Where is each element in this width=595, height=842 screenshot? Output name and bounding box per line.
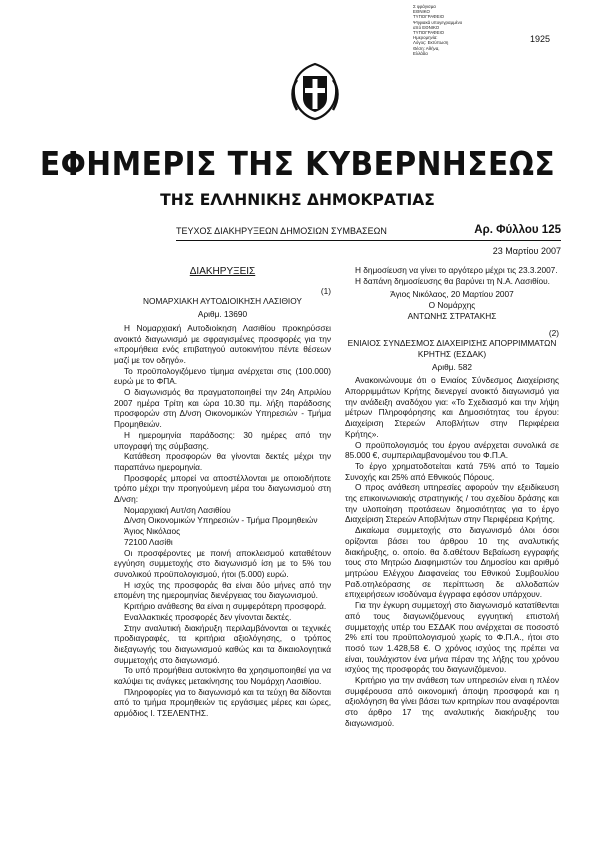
paragraph: Το υπό προμήθεια αυτοκίνητο θα χρησιμοποιηθεί για να καλύψει τις ανάγκες μετακίνησης του Νομάρχη Λασιθίου. (114, 665, 331, 687)
paragraph: Οι προσφέροντες με ποινή αποκλεισμού καταθέτουν εγγύηση συμμετοχής στο διαγωνισμό ίση με το 5% του συνολικού προϋπολογισμού, ήτοι (5.000) ευρώ. (114, 547, 331, 579)
place-date: Άγιος Νικόλαος, 20 Μαρτίου 2007 (390, 289, 514, 300)
stamp-line: Λόγος: Εκτύπωση (413, 40, 449, 46)
paragraph: Κατάθεση προσφορών θα γίνονται δεκτές μέχρι την παραπάνω ημερομηνία. (114, 451, 331, 472)
paragraph: Η ημερομηνία παράδοσης: 30 ημέρες από την υπογραφή της σύμβασης. (114, 429, 331, 451)
paragraph: Η ισχύς της προσφοράς θα είναι δύο μήνες από την επομένη της ημερομηνίας διενέργειας του διαγωνισμού. (114, 579, 331, 601)
stamp-line: Ψηφιακά υπογεγραμμένο (413, 19, 463, 25)
issue-number: Αρ. Φύλλου 125 (474, 224, 561, 236)
paragraph: Ο προς ανάθεση υπηρεσίες αφορούν την εξειδίκευση της επικοινωνιακής στρατηγικής / του σχεδίου δράσης και την υλοποίηση προτάσεων δημοσιότητας για το έργο Διαχείριση Στερεών Αποβλήτων στην Περιφέρεια Κρήτης. (345, 482, 559, 525)
issue-date: 23 Μαρτίου 2007 (492, 246, 561, 256)
issue-header (176, 226, 561, 241)
notice-authority: ΕΝΙΑΙΟΣ ΣΥΝΔΕΣΜΟΣ ΔΙΑΧΕΙΡΙΣΗΣ ΑΠΟΡΡΙΜΜΑΤΩΝ ΚΡΗΤΗΣ (ΕΣΔΑΚ) (347, 338, 557, 359)
stamp-line: Ελλάδα (413, 50, 428, 56)
stamp-line: από ΕΘΝΙΚΟ (413, 24, 440, 30)
digital-signature-stamp (413, 4, 493, 56)
paragraph: Ο διαγωνισμός θα πραγματοποιηθεί την 24η Απριλίου 2007 ημέρα Τρίτη και ώρα 10.30 πμ. λήξη παράδοσης προσφορών στη Δ/νση Οικονομικών Υπηρεσιών - Τμήμα Προμηθειών. (114, 387, 331, 430)
coat-of-arms-icon (285, 60, 345, 122)
paragraph: Προσφορές μπορεί να αποστέλλονται με οποιοδήποτε τρόπο μέχρι την προηγούμενη μέρα του διαγωνισμού στη Δ/νση: (114, 472, 331, 505)
paragraph: Η δαπάνη δημοσίευσης θα βαρύνει τη Ν.Α. Λασιθίου. (355, 275, 550, 286)
paragraph: Πληροφορίες για το διαγωνισμό και τα τεύχη θα δίδονται από το τμήμα προμηθειών τις εργάσιμες μέρες και ώρες, αρμόδιος Ι. ΤΣΕΛΕΝΤΗΣ. (114, 686, 331, 719)
notice-marker: (2) (548, 327, 559, 338)
right-column (345, 265, 559, 729)
notice-marker: (1) (320, 285, 331, 296)
left-column (114, 265, 331, 719)
paragraph: Εναλλακτικές προσφορές δεν γίνονται δεκτές. (124, 611, 292, 622)
address-line: Νομαρχιακή Αυτ/ση Λασιθίου (124, 504, 231, 515)
address-line: Άγιος Νικόλαος (124, 526, 181, 537)
signer-name: ΑΝΤΩΝΗΣ ΣΤΡΑΤΑΚΗΣ (407, 310, 497, 321)
notice-authority: ΝΟΜΑΡΧΙΑΚΗ ΑΥΤΟΔΙΟΙΚΗΣΗ ΛΑΣΙΘΙΟΥ (143, 296, 302, 307)
paragraph: Το προϋπολογιζόμενο τίμημα ανέρχεται στις (100.000) ευρώ με το ΦΠΑ. (114, 365, 331, 387)
signer-title: Ο Νομάρχης (428, 300, 476, 311)
issue-series-label: ΤΕΥΧΟΣ ΔΙΑΚΗΡΥΞΕΩΝ ΔΗΜΟΣΙΩΝ ΣΥΜΒΑΣΕΩΝ (176, 226, 387, 236)
stamp-line: ΤΥΠΟΓΡΑΦΕΙΟ (413, 30, 445, 36)
gazette-subtitle: ΤΗΣ ΕΛΛΗΝΙΚΗΣ ΔΗΜΟΚΡΑΤΙΑΣ (160, 191, 435, 209)
stamp-line: Θέση: Αθήνα, (413, 45, 440, 51)
stamp-line: ΕΘΝΙΚΟ (413, 9, 430, 15)
address-line: 72100 Λασίθι (124, 536, 173, 547)
stamp-line: Σ φράγισμα (413, 4, 436, 9)
page-number: 1925 (530, 34, 551, 44)
section-heading: ΔΙΑΚΗΡΥΞΕΙΣ (189, 266, 256, 277)
paragraph: Κριτήριο ανάθεσης θα είναι η συμφερότερη προσφορά. (124, 601, 327, 612)
paragraph: Η Νομαρχιακή Αυτοδιοίκηση Λασιθίου προκηρύσσει ανοικτό διαγωνισμό με σφραγισμένες προσφορές για την «προμήθεια ενός επιβατηγού αυτοκινήτου πέντε θέσεων μαζί με τον οδηγό». (114, 322, 331, 365)
paragraph: Κριτήριο για την ανάθεση των υπηρεσιών είναι η πλέον συμφέρουσα από οικονομική άποψη προσφορά και η αξιολόγηση θα γίνει βάσει των κριτηρίων που αναφέρονται στο άρθρο 17 της αναλυτικής διακήρυξης του διαγωνισμού. (345, 675, 559, 728)
paragraph: Η δημοσίευση να γίνει το αργότερο μέχρι τις 23.3.2007. (355, 265, 558, 275)
paragraph: Δικαίωμα συμμετοχής στο διαγωνισμό όλοι όσοι ορίζονται βάσει του άρθρου 10 της αναλυτικής διακήρυξης, ο. οποίο. θα δ.αθέτουν Βεβαίωση εγγραφής τους στο Μητρώο Διαφημιστών του Δημοσίου και αριθμό μητρώου Ελέγχου Διαφανείας του Εθνικού Συμβουλίου Ραδ.οτηλεόρασης σε περίπτωση δε αλλοδαπών επιχειρήσεων ισοδύναμα έγγραφα εφόσον υπάρχουν. (345, 525, 559, 600)
notice-ref: Αριθμ. 13690 (197, 309, 248, 320)
paragraph: Ανακοινώνουμε ότι ο Ενιαίος Σύνδεσμος Διαχείρισης Απορριμμάτων Κρήτης διενεργεί ανοικτό διαγωνισμό για την ανάδειξη αναδόχου για: «Το Σχεδιασμό και την λήψη μέτρων Πληροφόρησης και Δημοσιότητας του έργου: Διαχείριση Στερεών Αποβλήτων στην Περιφέρεια Κρήτης». (345, 375, 559, 439)
stamp-line: Ημερομηνία: (413, 35, 438, 41)
address-line: Δ/νση Οικονομικών Υπηρεσιών - Τμήμα Προμηθειών (124, 515, 318, 526)
stamp-line: ΤΥΠΟΓΡΑΦΕΙΟ (413, 14, 445, 20)
paragraph: Στην αναλυτική διακήρυξη περιλαμβάνονται οι τεχνικές προδιαγραφές, τα κριτήρια αξιολόγησης, ο τρόπος διεξαγωγής του διαγωνισμού καθώς και τα δικαιολογητικά συμμετοχής στο διαγωνισμό. (114, 622, 331, 665)
gazette-title: ΕΦΗΜΕΡΙΣ ΤΗΣ ΚΥΒΕΡΝΗΣΕΩΣ (39, 144, 556, 183)
paragraph: Για την έγκυρη συμμετοχή στο διαγωνισμό κατατίθενται από τους διαγωνιζόμενους εγγυητική επιστολή συμμετοχής υπέρ του ΕΣΔΑΚ που ανέρχεται σε ποσοστό 2% επί του προϋπολογισμού χωρίς το Φ.Π.Α., ήτοι στο ποσό των 1.428,58 €. Ο χρόνος ισχύος της πρέπει να είναι, τουλάχιστον ένα μήνα πέραν της λήξης του χρόνου ισχύος της προσφοράς του διαγωνιζόμενου. (345, 600, 559, 675)
paragraph: Ο προϋπολογισμός του έργου ανέρχεται συνολικά σε 85.000 €, συμπεριλαμβανομένου του Φ.Π.Α. (345, 439, 559, 461)
paragraph: Το έργο χρηματοδοτείται κατά 75% από το Ταμείο Συνοχής και 25% από Εθνικούς Πόρους. (345, 460, 559, 482)
notice-ref: Αριθμ. 582 (432, 361, 472, 372)
